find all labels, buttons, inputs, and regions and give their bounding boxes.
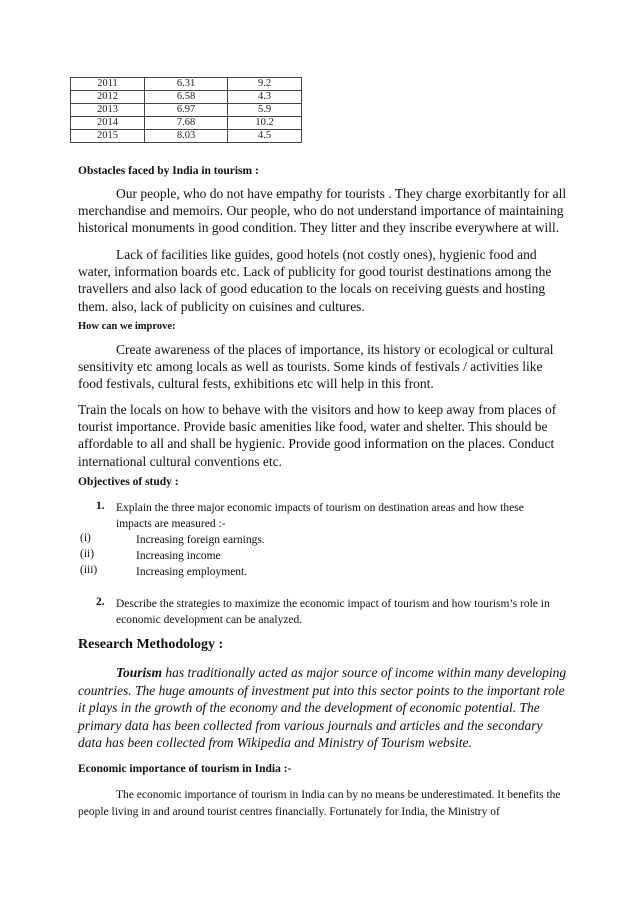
subitem-3-text: Increasing employment. — [136, 566, 248, 578]
table-cell: 7.68 — [145, 117, 228, 130]
research-heading: Research Methodology : — [78, 637, 224, 652]
table-row — [71, 130, 302, 143]
table-cell: 9.2 — [228, 78, 302, 91]
research-body-text: has traditionally acted as major source of income within many developing countries. The huge amounts of investment put into this sector points to the important role it plays in the growth of the economy and the development of economic potential. The primary data has been collected from various journals and articles and the secondary data has been collected from Wikipedia and Ministry of Tourism website. — [78, 665, 567, 751]
table-cell: 2015 — [71, 130, 145, 143]
subitem-2-number: (ii) — [80, 548, 95, 560]
obstacles-paragraph-1: Our people, who do not have empathy for tourists . They charge exorbitantly for all merchandise and memoirs. Our people, who do not understand importance of maintaining historical monuments in good condition. They litter and they inscribe everywhere at will. — [78, 186, 567, 236]
table-cell: 4.5 — [228, 130, 302, 143]
subitem-1-text: Increasing foreign earnings. — [136, 534, 265, 546]
table-cell: 2012 — [71, 91, 145, 104]
improve-heading: How can we improve: — [78, 321, 176, 332]
table-row — [71, 78, 302, 91]
table-cell: 2014 — [71, 117, 145, 130]
table-cell: 2013 — [71, 104, 145, 117]
objective-2-number: 2. — [96, 596, 105, 608]
economic-heading: Economic importance of tourism in India :- — [78, 763, 292, 775]
table-cell: 2011 — [71, 78, 145, 91]
subitem-2-text: Increasing income — [136, 550, 221, 562]
table-row — [71, 117, 302, 130]
table-row — [71, 104, 302, 117]
table-cell: 6.31 — [145, 78, 228, 91]
improve-paragraph-1: Create awareness of the places of importance, its history or ecological or cultural sensitivity etc among locals as well as tourists. Some kinds of festivals / activities like food festivals, cultural fests, exhibitions etc will help in this front. — [78, 342, 554, 392]
research-paragraph — [78, 664, 568, 752]
obstacles-heading: Obstacles faced by India in tourism : — [78, 165, 259, 177]
table-row — [71, 91, 302, 104]
table-cell: 5.9 — [228, 104, 302, 117]
objective-2-text: Describe the strategies to maximize the economic impact of tourism and how tourism’s role in economic development can be analyzed. — [116, 598, 550, 626]
table-cell: 6.58 — [145, 91, 228, 104]
growth-table — [70, 77, 302, 143]
improve-paragraph-2: Train the locals on how to behave with the visitors and how to keep away from places of tourist importance. Provide basic amenities like food, water and shelter. This should be affordable to all and shall be hygienic. Provide good information on the places. Conduct international cultural conventions etc. — [78, 402, 557, 469]
objective-1-number: 1. — [96, 500, 105, 512]
research-lead-word: Tourism — [116, 665, 163, 680]
table-cell: 10.2 — [228, 117, 302, 130]
economic-paragraph: The economic importance of tourism in India can by no means be underestimated. It benefits the people living in and around tourist centres financially. Fortunately for India, the Ministry of — [78, 789, 561, 818]
obstacles-paragraph-2: Lack of facilities like guides, good hotels (not costly ones), hygienic food and water, information boards etc. Lack of publicity for good tourist destinations among the travellers and also lack of good education to the locals on receiving guests and hosting them. also, lack of publicity on cuisines and cultures. — [78, 247, 552, 314]
table-cell: 4.3 — [228, 91, 302, 104]
subitem-1-number: (i) — [80, 532, 91, 544]
table-cell: 8.03 — [145, 130, 228, 143]
objectives-heading: Objectives of study : — [78, 476, 179, 488]
subitem-3-number: (iii) — [80, 564, 98, 576]
table-cell: 6.97 — [145, 104, 228, 117]
objective-1-text: Explain the three major economic impacts of tourism on destination areas and how these impacts are measured :- — [116, 502, 524, 530]
